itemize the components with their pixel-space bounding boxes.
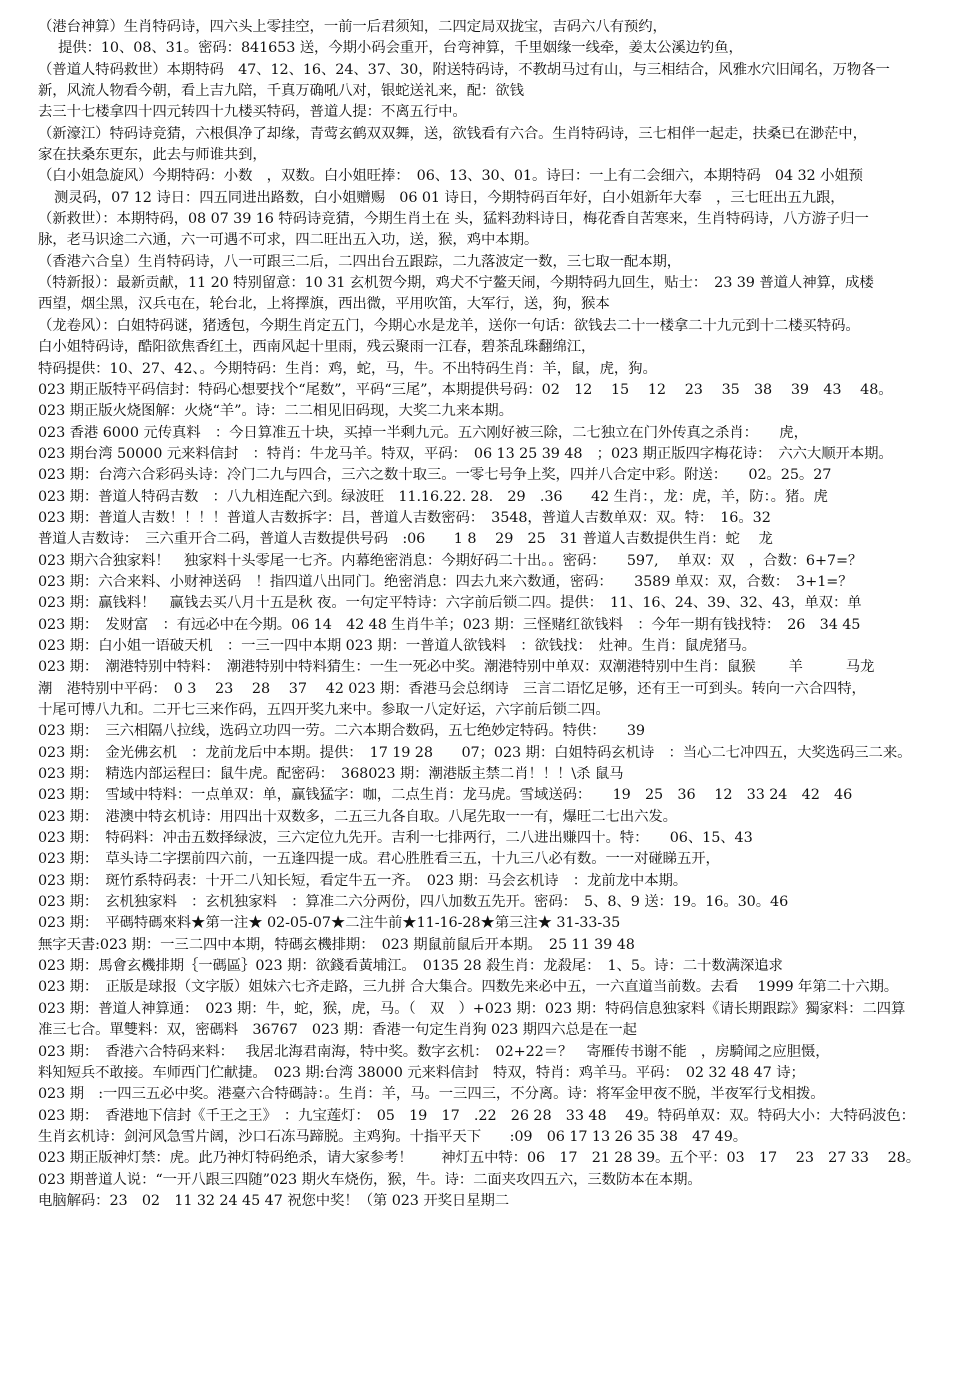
text-line: 生肖玄机诗：剑河风急雪片阔，沙口石冻马蹄脱。主鸡狗。十指平天下 :09 06 17 13 26 35 38 47 49。 [38, 1128, 748, 1145]
text-line: （新救世）：本期特码，08 07 39 16 特码诗竞猜，今期生肖土在 头，猛料劲料诗日，梅花香自苦寒来，生肖特码诗，八方游子归一 [38, 211, 869, 228]
text-line: 023 期：馬會玄機排期｛一碼區｝023 期：欲錢看黃埔江。 0135 28 殺生肖：龙殺尾： 1、5。诗：二十数满深追求 [38, 958, 783, 975]
text-line: 023 香港 6000 元传真料 ：今日算准五十块，买掉一半剩九元。五六刚好被三除，二七独立在门外传真之杀肖： 虎， [38, 424, 808, 441]
text-line: 023 期： 三六相隔八拉线，选码立功四一劳。二六本期合数码，五七绝妙定特码。特供： 39 [38, 723, 645, 740]
text-line: 电脑解码：23 02 11 32 24 45 47 祝您中奖！（第 023 开奖日星期二 [38, 1192, 510, 1209]
text-line: 023 期： 雪域中特料：一点单双：单，赢钱猛字：咖，二点生肖：龙马虎。雪域送码： 19 25 36 12 33 24 42 46 [38, 787, 853, 804]
text-line: （龙卷风）：白姐特码谜，猪透包，今期生肖定五门，今期心水是龙羊，送你一句话：欲钱去二十一楼拿二十九元到十二楼买特码。 [38, 317, 860, 334]
text-line: 家在扶桑东更东，此去与师谁共到， [38, 147, 267, 164]
text-line: 023 期六合独家料！ 独家料十头零尾一七齐。内幕绝密消息：今期好码二十出。。密码： 597, 单双：双 ，合数：6+7=？ [38, 552, 863, 569]
text-line: 测灵码，07 12 诗日：四五同进出路数，白小姐赠赐 06 01 诗日，今期特码百年好，白小姐新年大奉 ，三七旺出五九跟， [54, 189, 845, 206]
text-line: 去三十七楼拿四十四元转四十九楼买特码，普道人提：不离五行中。 [38, 104, 467, 121]
text-line: （特新报）：最新贡献，11 20 特别留意：10 31 玄机贺今期，鸡犬不宁鳌天闹，今期特码九回生，贴士： 23 39 普道人神算，成楼 [38, 275, 874, 292]
text-line: （香港六合皇）生肖特码诗，八一可跟三二后，二四出台五跟踪，二九落波定一数，三七取一配本期， [38, 253, 682, 270]
text-line: 023 期： 特码料：冲击五数择绿波，三六定位九先开。吉利一七排两行，二八进出赚四十。特： 06、15、43 [38, 830, 753, 847]
text-line: （普道人特码救世）本期特码 47、12、16、24、37、30，附送特码诗，不教胡马过有山，与三相结合，风雅水穴旧闻名，万物各一 [38, 61, 890, 78]
text-line: 023 期： 香港地下信封《千王之王》 ：九宝莲灯： 05 19 17 .22 26 28 33 48 49。特码单双：双。特码大小：大特码波色： [38, 1107, 915, 1124]
text-line [38, 1362, 937, 1383]
text-line [38, 1319, 937, 1340]
text-line: 准三七合。單雙料：双，密碼料 36767 023 期：香港一句定生肖狗 023 期四六总是在一起 [38, 1022, 637, 1039]
text-line: 023 期台湾 50000 元来料信封 ：特肖：牛龙马羊。特双，平码： 06 13 25 39 48 ；023 期正版四字梅花诗： 六六大顺开本期。 [38, 445, 893, 462]
text-line: 白小姐特码诗，酷阳欲焦香红土，西南风起十里雨，残云聚雨一江春，碧茶乱珠翻绵江， [38, 339, 596, 356]
text-line: 023 期： 斑竹系特码表：十开二八知长短，看定牛五一齐。 023 期：马会玄机诗 ：龙前龙中本期。 [38, 872, 688, 889]
text-line: 提供：10、08、31。密码：841653 送，今期小码会重开，台弯神算，千里姻缘一线牵，姜太公溪边钓鱼， [58, 40, 743, 57]
text-line: 無字天書:023 期：一三二四中本期，特碼玄機排期： 023 期鼠前鼠后开本期。 25 11 39 48 [38, 936, 635, 953]
text-line: 023 期： 潮港特别中特料： 潮港特别中特料猜生：一生一死必中奖。潮港特别中单双：双潮港特别中生肖：鼠猴 羊 马龙 [38, 659, 875, 676]
text-line: 023 期： 港澳中特玄机诗：用四出十双数多，二五三九各自取。八尾先取一一有，爆旺二七出六发。 [38, 808, 677, 825]
text-line: 023 期 :一四三五必中奖。港臺六合特碼詩：。生肖：羊，马。一三四三，不分离。诗：将军金甲夜不脱，半夜军行戈相拨。 [38, 1086, 825, 1103]
text-line: 023 期： 金光佛玄机 ：龙前龙后中本期。提供： 17 19 28 07；023 期：白姐特码玄机诗 ：当心二七冲四五，大奖选码三二来。 [38, 744, 912, 761]
text-line: 023 期：六合来料、小财神送码 ！指四道八出同门。绝密消息：四去九来六数通，密码： 3589 单双：双，合数： 3+1=？ [38, 573, 853, 590]
text-line: 脉，老马识途二六通，六一可遇不可求，四二旺出五入功，送，猴，鸡中本期。 [38, 232, 539, 249]
text-line: （白小姐急旋风）今期特码：小数 ，双数。白小姐旺捧： 06、13、30、01。诗曰：一上有二会细六，本期特码 04 32 小姐预 [38, 168, 863, 185]
text-line: 023 期普道人说：“一开八跟三四随”023 期火车烧伤，猴，牛。诗：二面夹攻四五六，三数防本在本期。 [38, 1171, 702, 1188]
text-line: 023 期： 精选内部运程曰：鼠牛虎。配密码： 368023 期：潮港版主禁二肖！！！\杀 鼠马 [38, 766, 624, 783]
text-line: 十尾可博八九和。二开七三来作码，五四开奖九来中。参取一八定好运，六字前后锁二四。 [38, 702, 610, 718]
text-line: 特码提供：10、27、42、。今期特码：生肖：鸡，蛇，马，牛。不出特码生肖：羊，鼠，虎，狗。 [38, 360, 657, 377]
text-line [38, 1276, 937, 1297]
text-line: 023 期： 发财富 ：有远必中在今期。06 14 42 48 生肖牛羊；023 期：三怪赌红欲钱料 ：今年一期有钱找特： 26 34 45 [38, 616, 861, 633]
text-line: 西望，烟尘黑，汉兵屯在，轮台北，上将擇旗，西出微，平用吹笛，大军行，送，狗，猴本 [38, 296, 610, 313]
text-line: 023 期：白小姐一语破天机 ：一三一四中本期 023 期：一普道人欲钱料 ：欲钱找： 灶神。生肖：鼠虎猪马。 [38, 637, 756, 654]
text-line: 023 期： 草头诗二字摆前四六前，一五逢四提一成。君心胜胜看三五，十九三八必有数。一一对碰睇五开， [38, 851, 720, 868]
text-line: 023 期正版特平码信封：特码心想要找个“尾数”，平码“三尾”，本期提供号码：02 12 15 12 23 35 38 39 43 48。 [38, 381, 893, 398]
text-line: 潮 港特别中平码： 0 3 23 28 37 42 023 期：香港马会总纲诗 三言二语忆足够，还有王一可到头。转向一六合四特， [38, 680, 866, 697]
text-line: 023 期：赢钱料！ 赢钱去买八月十五是秋 夜。一句定平特诗：六字前后锁二四。提供： 11、16、24、39、32、43，单双：单 [38, 595, 862, 612]
text-line: 023 期正版火烧图解：火烧“羊”。诗：二二相见旧码现，大奖二九来本期。 [38, 403, 513, 420]
text-line: 023 期：普道人特码吉数 ：八九相连配六到。绿波旺 11.16.22. 28. 29 .36 42 生肖：，龙：虎，羊，防：。猪。虎 [38, 488, 828, 505]
text-line: 023 期：台湾六合彩码头诗：冷门二九与四合，三六之数十取三。一零七号争上奖，四并八合定中彩。附送： 02。25。27 [38, 467, 832, 484]
text-line: 023 期：普道人吉数！！！！普道人吉数拆字：吕，普道人吉数密码： 3548，普道人吉数单双：双。特： 16。32 [38, 509, 771, 526]
text-line: 料知短兵不敢接。车师西门伫献捷。 023 期:台湾 38000 元来料信封 特双，特肖：鸡羊马。平码： 02 32 48 47 诗； [38, 1064, 805, 1081]
text-line [38, 1340, 937, 1361]
text-line [38, 1234, 937, 1255]
text-line: 023 期： 平碼特碼來料★第一注★ 02-05-07★二注牛前★11-16-28★第三注★ 31-33-35 [38, 915, 621, 932]
text-line: 023 期： 香港六合特码来料： 我居北海君南海，特中奖。数字玄机： 02+22＝？ 寄雁传书谢不能 ，房騎闻之应胆慑， [38, 1043, 830, 1060]
text-line [38, 1255, 937, 1276]
text-line: 023 期： 正版是球报（文字版）姐妹六七齐走路，三九拼 合大集合。四数先来必中五，一六直道当前数。去看 1999 年第二十六期。 [38, 979, 899, 996]
text-line: （港台神算）生肖特码诗，四六头上零挂空，一前一后君须知，二四定局双拢宝，吉码六八有预约， [38, 19, 667, 35]
text-line: 023 期： 玄机独家料 ：玄机独家料 ：算准二六分两份，四八加数五先开。密码： 5、8、9 送：19。16。30。46 [38, 894, 789, 911]
text-line: 普道人吉数诗： 三六重开合二码，普道人吉数提供号码 :06 1 8 29 25 31 普道人吉数提供生肖：蛇 龙 [38, 531, 773, 548]
text-line: 023 期正版神灯禁：虎。此乃神灯特码绝杀，请大家参考！ 神灯五中特：06 17 21 28 39。五个平：03 17 23 27 33 28。 [38, 1150, 921, 1167]
text-line: （新濠江）特码诗竞猜，六根俱净了却缘，青莺玄鹤双双舞，送，欲钱看有六合。生肖特码诗，三七相伴一起走，扶桑已在渺茫中， [38, 125, 867, 142]
text-line: 新，风流人物看今朝，看上吉九陪，千真万确吼八对，银蛇送礼来，配：欲钱 [38, 83, 524, 100]
text-line: 023 期：普道人神算通： 023 期：牛，蛇，猴，虎，马。（ 双 ）+023 期：023 期：特码信息独家料《请长期跟踪》獨家料：二四算 [38, 1000, 906, 1017]
text-line [38, 1298, 937, 1319]
text-line [38, 1212, 937, 1233]
